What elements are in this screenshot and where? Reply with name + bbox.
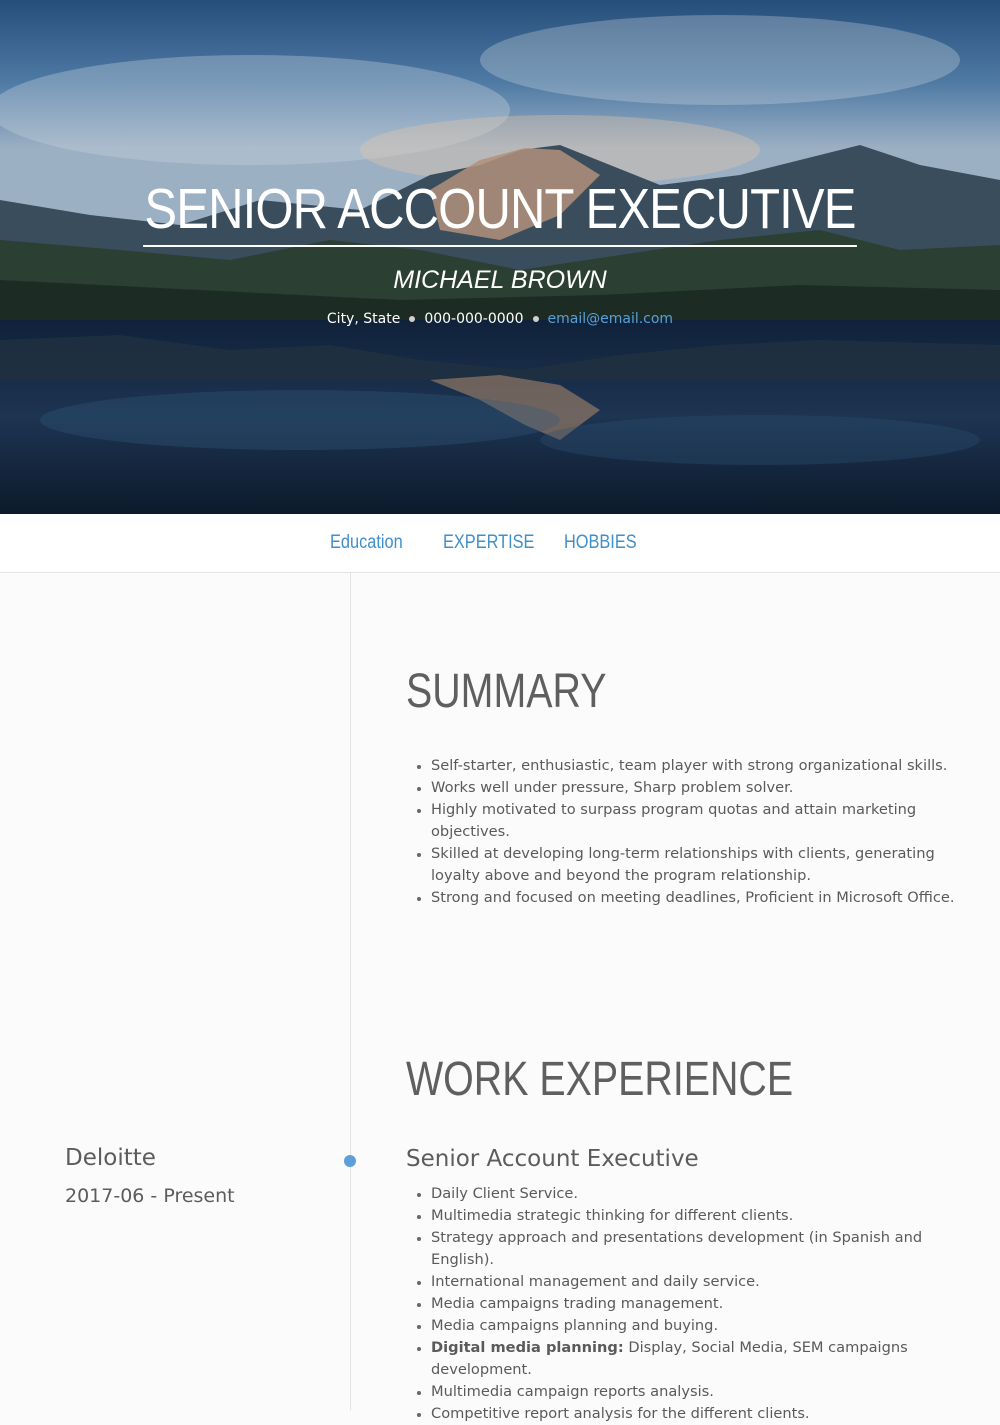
section-nav [0, 514, 1000, 573]
separator-dot-icon [409, 316, 415, 322]
list-item: • Media campaigns trading management. [431, 1293, 971, 1315]
job-dates: 2017-06 - Present [65, 1185, 235, 1207]
list-item: • Multimedia strategic thinking for different clients. [431, 1205, 971, 1227]
email-link[interactable]: email@email.com [547, 311, 674, 327]
location-text: City, State [326, 311, 401, 327]
list-item: • Strategy approach and presentations development (in Spanish and English). [431, 1227, 971, 1271]
nav-hobbies[interactable]: HOBBIES [564, 532, 637, 553]
list-item: • Skilled at developing long-term relationships with clients, generating loyalty above and beyond the program relationship. [431, 843, 971, 887]
phone-text: 000-000-0000 [424, 311, 524, 327]
list-item-text: Display, Social Media, SEM campaigns development. [431, 1339, 908, 1378]
company-name: Deloitte [65, 1145, 156, 1171]
summary-list [406, 755, 971, 909]
list-item: • Daily Client Service. [431, 1183, 971, 1205]
list-item: • Highly motivated to surpass program quotas and attain marketing objectives. [431, 799, 971, 843]
timeline-dot-icon [344, 1155, 356, 1167]
work-experience-heading: WORK EXPERIENCE [406, 1053, 794, 1106]
nav-expertise[interactable]: EXPERTISE [443, 532, 535, 553]
list-item: • Competitive report analysis for the different clients. [431, 1403, 971, 1425]
resume-title [70, 176, 930, 247]
list-item: • Works well under pressure, Sharp problem solver. [431, 777, 971, 799]
list-item: • Media campaigns planning and buying. [431, 1315, 971, 1337]
bold-lead: Digital media planning: [431, 1339, 624, 1356]
job-title: Senior Account Executive [406, 1146, 699, 1172]
list-item: • Self-starter, enthusiastic, team player with strong organizational skills. [431, 755, 971, 777]
mountain-lake-image [0, 0, 1000, 514]
list-item: • Multimedia campaign reports analysis. [431, 1381, 971, 1403]
resume-title-text: SENIOR ACCOUNT EXECUTIVE [143, 177, 858, 247]
candidate-name: MICHAEL BROWN [393, 266, 607, 294]
summary-heading: SUMMARY [406, 665, 607, 718]
list-item [431, 1337, 971, 1381]
job-duties-list [406, 1183, 971, 1425]
separator-dot-icon [533, 316, 539, 322]
nav-education[interactable]: Education [330, 532, 403, 553]
header-banner [0, 0, 1000, 514]
contact-line [0, 311, 1000, 327]
list-item: • International management and daily service. [431, 1271, 971, 1293]
list-item: • Strong and focused on meeting deadlines, Proficient in Microsoft Office. [431, 887, 971, 909]
timeline-line [350, 573, 351, 1410]
